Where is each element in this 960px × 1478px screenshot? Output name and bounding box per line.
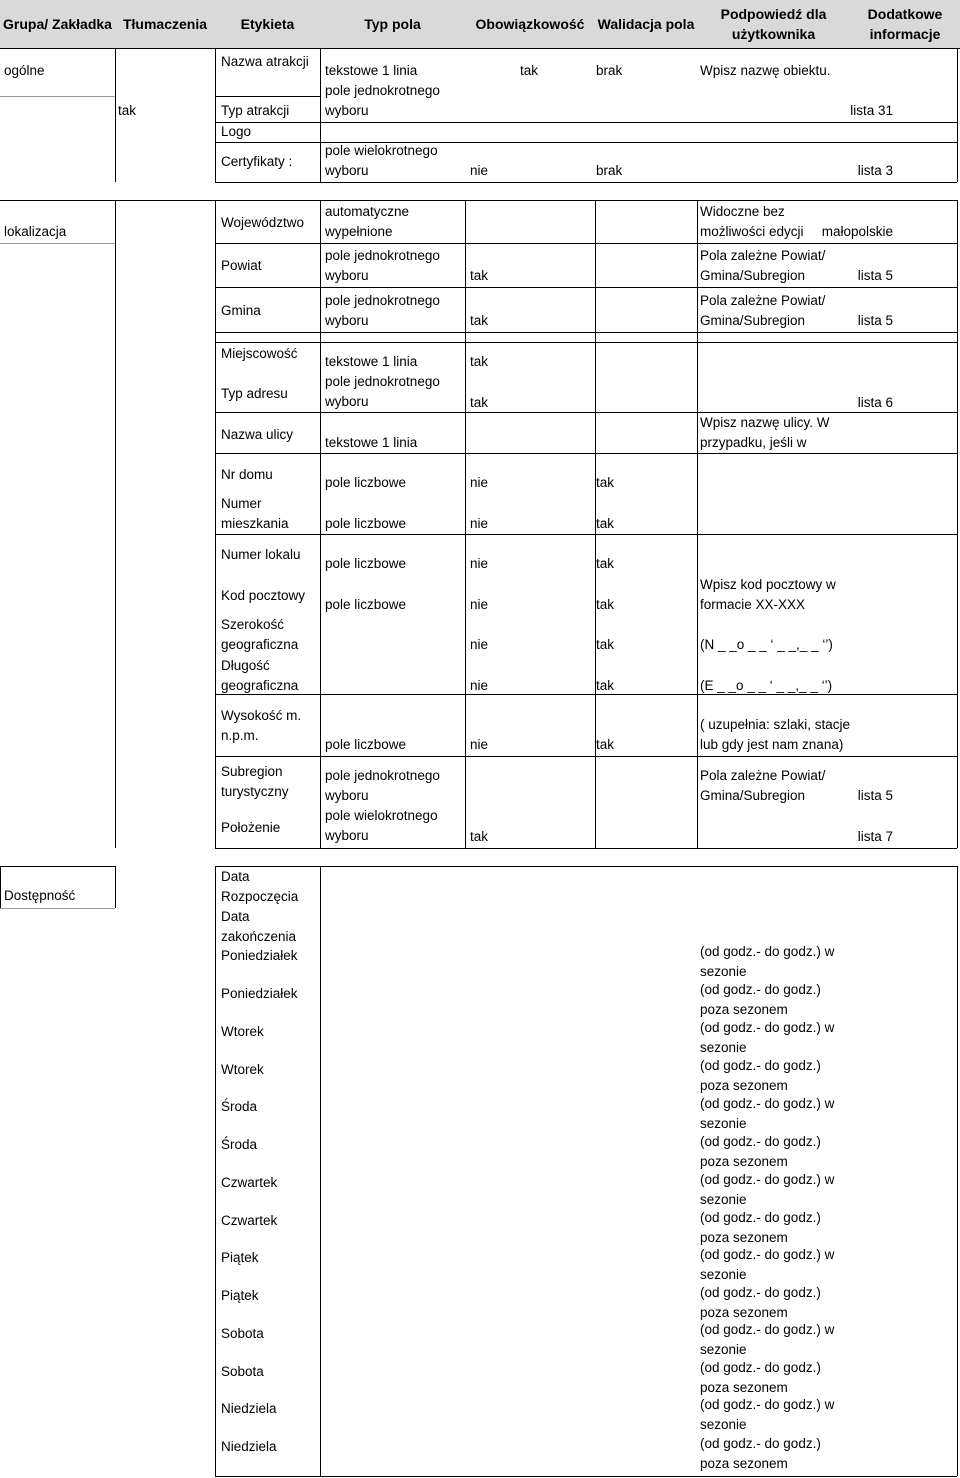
field-extra: małopolskie	[821, 224, 893, 239]
field-hint: (E _ _o _ _ ‘ _ _,_ _ ‘’)	[700, 678, 833, 693]
field-extra: lista 5	[857, 313, 893, 328]
field-label: Środa	[221, 1137, 258, 1152]
column-header: Obowiązkowość	[475, 16, 585, 32]
grid-line-h	[215, 243, 957, 244]
field-mandatory: nie	[470, 597, 489, 612]
grid-line-h	[320, 122, 957, 123]
grid-line-v	[215, 866, 216, 1476]
field-type: pole liczbowe	[325, 475, 407, 490]
grid-line-h	[215, 287, 957, 288]
grid-line-v	[320, 200, 321, 848]
field-hint: Wpisz nazwę ulicy. W przypadku, jeśli w	[700, 415, 830, 450]
field-type: pole liczbowe	[325, 516, 407, 531]
field-validation: tak	[596, 737, 615, 752]
grid-line-h	[215, 142, 320, 143]
field-label: Wtorek	[221, 1024, 264, 1039]
column-header: Typ pola	[364, 16, 421, 32]
field-validation: tak	[596, 516, 615, 531]
column-header: Dodatkowe informacje	[867, 6, 943, 42]
grid-line-v	[957, 48, 958, 182]
grid-line-h	[215, 534, 957, 535]
field-hint: (od godz.- do godz.) w sezonie	[700, 1020, 835, 1055]
field-label: Numer lokalu	[221, 547, 301, 562]
field-type: tekstowe 1 linia	[325, 354, 418, 369]
field-extra: lista 3	[857, 163, 893, 178]
field-type: pole jednokrotnego wyboru	[325, 248, 440, 283]
field-hint: (od godz.- do godz.) w sezonie	[700, 1096, 835, 1131]
grid-line-v	[320, 48, 321, 182]
field-hint: Widoczne bez możliwości edycji	[700, 204, 804, 239]
field-label: Czwartek	[221, 1175, 278, 1190]
field-validation: tak	[596, 678, 615, 693]
field-label: Środa	[221, 1099, 258, 1114]
group-name: Dostępność	[4, 888, 76, 903]
field-label: Kod pocztowy	[221, 588, 306, 603]
grid-line-h	[0, 96, 115, 97]
field-type: pole jednokrotnego wyboru	[325, 83, 440, 118]
grid-line-h	[0, 908, 115, 909]
field-type: automatyczne wypełnione	[325, 204, 410, 239]
field-type: pole liczbowe	[325, 737, 407, 752]
grid-line-v	[115, 200, 116, 848]
field-type: tekstowe 1 linia	[325, 63, 418, 78]
grid-line-v	[957, 200, 958, 848]
field-label: Typ atrakcji	[221, 103, 290, 118]
grid-line-h	[215, 866, 957, 867]
field-type: pole liczbowe	[325, 597, 407, 612]
field-mandatory: tak	[520, 63, 539, 78]
grid-line-h	[215, 756, 957, 757]
field-label: Niedziela	[221, 1439, 277, 1454]
grid-line-h	[0, 243, 115, 244]
field-label: Subregion turystyczny	[221, 764, 289, 799]
field-hint: (od godz.- do godz.) w sezonie	[700, 1247, 835, 1282]
field-mandatory: nie	[470, 637, 489, 652]
field-mandatory: nie	[470, 163, 489, 178]
grid-line-h	[0, 866, 115, 867]
field-label: Poniedziałek	[221, 986, 298, 1001]
field-label: Województwo	[221, 215, 305, 230]
field-label: Położenie	[221, 820, 281, 835]
grid-line-v	[697, 200, 698, 848]
field-hint: (od godz.- do godz.) poza sezonem	[700, 1210, 821, 1245]
field-label: Szerokość geograficzna	[221, 617, 299, 652]
field-extra: lista 31	[850, 103, 893, 118]
field-label: Nazwa ulicy	[221, 427, 294, 442]
field-extra: lista 7	[857, 829, 893, 844]
field-label: Miejscowość	[221, 346, 298, 361]
field-mandatory: nie	[470, 678, 489, 693]
field-hint: Pola zależne Powiat/ Gmina/Subregion	[700, 768, 826, 803]
field-validation: brak	[596, 163, 623, 178]
field-type: tekstowe 1 linia	[325, 435, 418, 450]
grid-line-h	[215, 1476, 957, 1477]
field-hint: (od godz.- do godz.) w sezonie	[700, 944, 835, 979]
column-header: Tłumaczenia	[122, 16, 208, 32]
field-type: pole jednokrotnego wyboru	[325, 293, 440, 328]
column-header: Walidacja pola	[597, 16, 695, 32]
field-extra: lista 5	[857, 788, 893, 803]
field-label: Gmina	[221, 303, 261, 318]
field-type: pole wielokrotnego wyboru	[325, 808, 438, 843]
grid-line-v	[0, 866, 1, 908]
field-mandatory: tak	[470, 313, 489, 328]
field-hint: Pola zależne Powiat/ Gmina/Subregion	[700, 293, 826, 328]
grid-line-h	[215, 453, 957, 454]
field-mandatory: nie	[470, 737, 489, 752]
field-extra: lista 6	[857, 395, 893, 410]
field-mandatory: tak	[470, 354, 489, 369]
field-label: Data Rozpoczęcia	[221, 869, 299, 904]
field-hint: (od godz.- do godz.) poza sezonem	[700, 982, 821, 1017]
field-label: Nr domu	[221, 467, 273, 482]
field-label: Certyfikaty :	[221, 154, 293, 169]
column-header: Grupa/ Zakładka	[3, 16, 112, 32]
field-hint: (od godz.- do godz.) poza sezonem	[700, 1436, 821, 1471]
group-name: ogólne	[4, 63, 45, 78]
field-label: Wysokość m. n.p.m.	[221, 708, 302, 743]
field-extra: lista 5	[857, 268, 893, 283]
field-hint: (od godz.- do godz.) poza sezonem	[700, 1360, 821, 1395]
group-name: lokalizacja	[4, 224, 67, 239]
field-label: Powiat	[221, 258, 262, 273]
column-header: Etykieta	[240, 16, 295, 32]
field-validation: brak	[596, 63, 623, 78]
field-label: Czwartek	[221, 1213, 278, 1228]
grid-line-h	[215, 848, 957, 849]
field-label: Długość geograficzna	[221, 658, 299, 693]
grid-line-v	[115, 866, 116, 908]
grid-line-h	[0, 48, 115, 49]
field-label: Data zakończenia	[221, 909, 297, 944]
field-mandatory: nie	[470, 475, 489, 490]
field-label: Wtorek	[221, 1062, 264, 1077]
field-type: pole jednokrotnego wyboru	[325, 374, 440, 409]
field-mandatory: tak	[470, 829, 489, 844]
field-hint: (od godz.- do godz.) w sezonie	[700, 1397, 835, 1432]
field-hint: (od godz.- do godz.) poza sezonem	[700, 1134, 821, 1169]
field-hint: (od godz.- do godz.) poza sezonem	[700, 1285, 821, 1320]
field-hint: Pola zależne Powiat/ Gmina/Subregion	[700, 248, 826, 283]
field-mandatory: tak	[470, 395, 489, 410]
field-label: Sobota	[221, 1364, 264, 1379]
grid-line-h	[215, 182, 957, 183]
field-label: Nazwa atrakcji	[221, 54, 309, 69]
field-label: Sobota	[221, 1326, 264, 1341]
field-hint: (od godz.- do godz.) w sezonie	[700, 1322, 835, 1357]
field-label: Poniedziałek	[221, 948, 298, 963]
field-validation: tak	[596, 637, 615, 652]
field-mandatory: nie	[470, 516, 489, 531]
grid-line-v	[957, 866, 958, 1476]
grid-line-h	[0, 48, 960, 49]
field-label: Logo	[221, 124, 252, 139]
field-hint: (od godz.- do godz.) w sezonie	[700, 1172, 835, 1207]
grid-line-h	[215, 342, 957, 343]
field-type: pole wielokrotnego wyboru	[325, 143, 438, 178]
field-type: pole jednokrotnego wyboru	[325, 768, 440, 803]
field-hint: ( uzupełnia: szlaki, stacje lub gdy jest nam znana)	[700, 717, 851, 752]
field-hint: (od godz.- do godz.) poza sezonem	[700, 1058, 821, 1093]
grid-line-h	[215, 96, 320, 97]
grid-line-v	[320, 866, 321, 1476]
field-validation: tak	[596, 597, 615, 612]
field-label: Typ adresu	[221, 386, 288, 401]
column-header: Podpowiedź dla użytkownika	[720, 6, 827, 42]
field-mandatory: tak	[470, 268, 489, 283]
field-label: Niedziela	[221, 1401, 277, 1416]
field-hint: (N _ _o _ _ ‘ _ _,_ _ ‘’)	[700, 637, 833, 652]
grid-line-v	[215, 200, 216, 848]
field-hint: Wpisz nazwę obiektu.	[700, 63, 831, 78]
grid-line-h	[0, 200, 957, 201]
field-label: Piątek	[221, 1288, 259, 1303]
field-type: pole liczbowe	[325, 556, 407, 571]
translation-flag: tak	[118, 103, 137, 118]
field-validation: tak	[596, 556, 615, 571]
grid-line-v	[115, 48, 116, 182]
field-label: Piątek	[221, 1250, 259, 1265]
field-validation: tak	[596, 475, 615, 490]
field-mandatory: nie	[470, 556, 489, 571]
field-hint: Wpisz kod pocztowy w formacie XX-XXX	[700, 577, 836, 612]
grid-line-h	[215, 332, 957, 333]
grid-line-v	[215, 48, 216, 182]
field-label: Numer mieszkania	[221, 496, 289, 531]
